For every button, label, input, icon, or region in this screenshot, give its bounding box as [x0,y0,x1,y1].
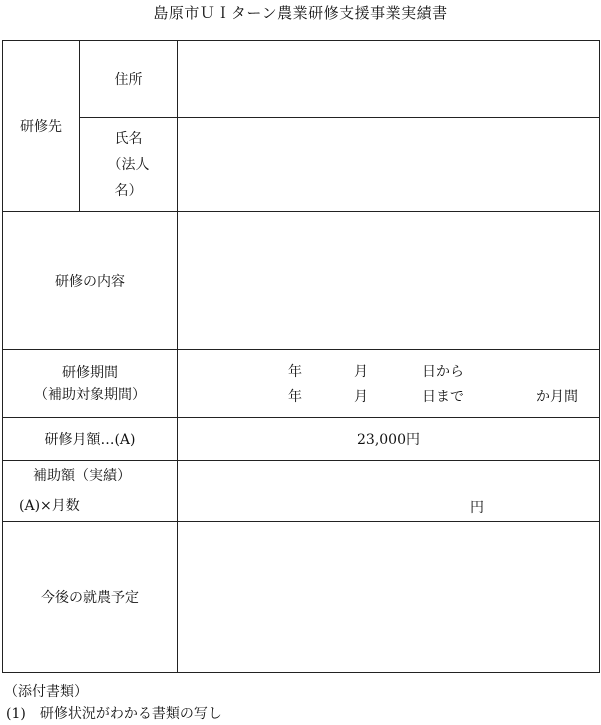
period-end-year: 年 [288,388,302,405]
content-label-cell [3,212,178,350]
monthly-value: 23,000円 [357,432,420,448]
period-start-year: 年 [288,363,302,380]
attachments-section [4,681,222,725]
document-title: 島原市ＵＩターン農業研修支援事業実績書 [153,4,448,22]
subsidy-label-line1: 補助額（実績） [33,468,131,484]
name-label-line2: （法人 [107,156,150,173]
period-start-day: 日から [422,363,464,380]
name-label-line1: 氏名 [114,130,143,147]
content-field[interactable] [178,212,600,350]
monthly-label: 研修月額…(A) [44,432,136,448]
subsidy-label-line2: (A)×月数 [19,498,80,514]
address-label: 住所 [114,72,143,88]
period-label-line1: 研修期間 [62,364,118,381]
name-label-line3: 名） [114,182,143,199]
subsidy-field[interactable] [178,461,600,522]
subsidy-unit: 円 [470,500,484,516]
attachment-item-1: (1) 研修状況がわかる書類の写し [6,706,222,722]
period-start-month: 月 [354,363,368,380]
period-end-month: 月 [354,388,368,405]
period-label-line2: （補助対象期間） [34,386,146,403]
period-months: か月間 [536,388,578,405]
report-form-table [2,40,600,673]
plan-label: 今後の就農予定 [41,590,139,606]
period-label-cell [3,350,178,418]
content-label: 研修の内容 [55,273,125,290]
plan-label-cell [3,522,178,673]
name-field[interactable] [178,118,600,212]
address-field[interactable] [178,41,600,118]
name-label-cell [80,118,178,212]
period-field[interactable] [178,350,600,418]
subsidy-label-cell [3,461,178,522]
address-label-cell [80,41,178,118]
trainee-label: 研修先 [20,119,62,135]
trainee-label-cell [3,41,80,212]
period-end-day: 日まで [422,388,464,405]
attachments-heading: （添付書類） [4,684,88,700]
monthly-label-cell [3,418,178,461]
plan-field[interactable] [178,522,600,673]
monthly-amount [178,418,600,461]
